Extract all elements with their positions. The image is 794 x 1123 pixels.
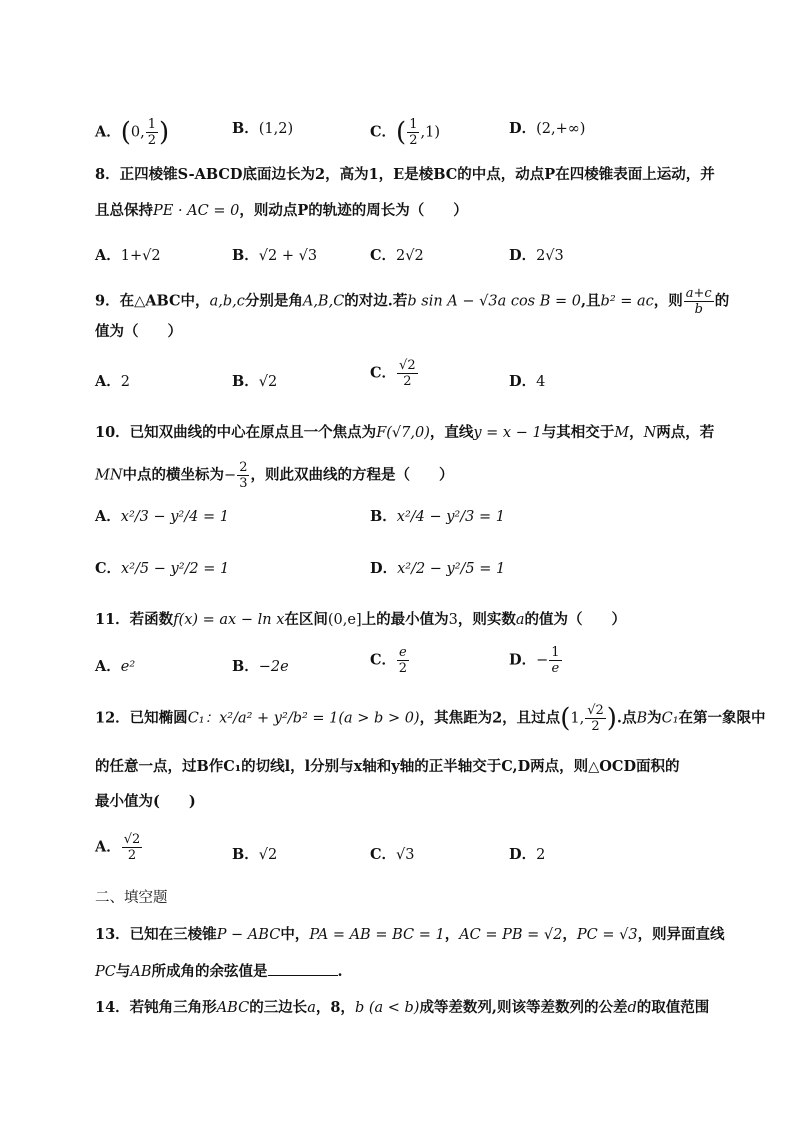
text: 的值为（ ） xyxy=(524,611,626,628)
q10-option-c xyxy=(95,557,229,578)
q13-line1 xyxy=(95,925,725,945)
option-label: C． xyxy=(95,560,122,577)
option-value: 4 xyxy=(536,374,546,390)
numerator: a+c xyxy=(685,286,712,301)
minus-sign: − xyxy=(224,467,237,484)
option-label: A． xyxy=(95,247,121,264)
text: 14．若钝角三角形 xyxy=(95,999,217,1016)
text: . xyxy=(337,963,343,980)
text: 的三边长 xyxy=(249,999,308,1016)
math: f(x) = ax − ln x xyxy=(173,612,285,628)
option-value: x²/3 − y²/4 = 1 xyxy=(120,509,229,525)
option-value: x²/2 − y²/5 = 1 xyxy=(397,561,506,577)
math: a xyxy=(515,612,525,628)
math: AC = PB = √2 xyxy=(459,927,563,943)
math: (0,e] xyxy=(327,612,362,628)
text: ，则 xyxy=(653,292,683,310)
denominator: 2 xyxy=(127,848,137,863)
q9-option-a xyxy=(95,370,130,391)
math: a,b,c xyxy=(209,293,245,310)
option-label: C． xyxy=(370,846,397,863)
option-label: D． xyxy=(370,560,398,577)
q8-option-a xyxy=(95,244,161,265)
q10-line2 xyxy=(95,460,708,491)
math: B xyxy=(636,710,648,727)
option-label: A． xyxy=(95,508,121,525)
q9-option-d xyxy=(509,370,545,391)
option-label: A． xyxy=(95,658,121,675)
option-value: √2 xyxy=(258,847,278,863)
option-label: B． xyxy=(232,846,259,863)
numerator: √2 xyxy=(123,832,141,847)
q7-option-d xyxy=(509,117,585,138)
denominator: e xyxy=(551,661,560,676)
math: b (a < b) xyxy=(354,1000,420,1016)
numerator: √2 xyxy=(399,358,416,373)
option-value: 2√2 xyxy=(396,248,424,264)
q7-a-zero: 0, xyxy=(130,124,145,141)
option-label: D． xyxy=(509,651,537,669)
math: MN xyxy=(95,467,123,484)
text: 的对边.若 xyxy=(344,292,408,310)
fraction xyxy=(397,358,418,389)
text: 10．已知双曲线的中心在原点且一个焦点为 xyxy=(95,424,377,441)
option-value: −2e xyxy=(258,659,289,675)
math: P − ABC xyxy=(216,927,281,943)
fraction xyxy=(397,645,409,676)
text: ，8， xyxy=(315,999,355,1016)
q7-option-b xyxy=(232,117,293,138)
q7-option-a xyxy=(95,117,169,148)
fraction xyxy=(407,117,419,148)
text: ,且 xyxy=(580,292,601,310)
q10-option-d xyxy=(370,557,505,578)
text: 两点，若 xyxy=(656,424,715,441)
q9-option-b xyxy=(232,370,277,391)
q7-option-c xyxy=(370,117,440,148)
math: d xyxy=(627,1000,637,1016)
text: 9．在△ABC中， xyxy=(95,292,210,310)
option-label: A． xyxy=(95,373,121,390)
math: PC = √3 xyxy=(576,927,638,943)
text: ，直线 xyxy=(429,424,474,441)
q11-option-b xyxy=(232,655,289,676)
option-label: C． xyxy=(370,247,397,264)
numerator: e xyxy=(399,645,407,660)
fraction xyxy=(549,645,561,676)
text: 在第一象限中 xyxy=(678,709,766,727)
q11-line1 xyxy=(95,610,708,630)
option-value: 2√3 xyxy=(536,248,564,264)
q12-option-d xyxy=(509,843,545,864)
q12-option-b xyxy=(232,843,277,864)
answer-blank[interactable] xyxy=(268,961,338,976)
option-value: (2,+∞) xyxy=(536,121,586,137)
math: C₁： xyxy=(187,710,220,727)
text: 与其相交于 xyxy=(541,424,615,441)
q12-line1 xyxy=(95,703,766,734)
text: 在区间 xyxy=(284,611,328,628)
option-label: B． xyxy=(370,508,397,525)
option-value: 2 xyxy=(120,374,130,390)
text: 13．已知在三棱锥 xyxy=(95,926,217,943)
q11-option-c xyxy=(370,645,410,676)
text: 成等差数列,则该等差数列的公差 xyxy=(419,999,628,1016)
q10-option-a xyxy=(95,505,229,526)
text: 且总保持 xyxy=(95,202,153,219)
option-label: D． xyxy=(509,247,537,264)
denominator: 2 xyxy=(409,133,418,148)
text: 与 xyxy=(115,963,131,980)
text: 为 xyxy=(647,709,662,727)
option-label: B． xyxy=(232,658,259,675)
math: PA = AB = BC = 1 xyxy=(309,927,445,943)
q14-line1 xyxy=(95,998,708,1018)
option-value: √2 xyxy=(258,374,278,390)
q12-option-c xyxy=(370,843,415,864)
section-title: 二、填空题 xyxy=(95,890,168,906)
option-value: x²/4 − y²/3 = 1 xyxy=(396,509,505,525)
numerator: 1 xyxy=(409,117,418,132)
math: M xyxy=(614,425,630,441)
paren: ) xyxy=(159,117,170,148)
q10-option-b xyxy=(370,505,505,526)
denominator: b xyxy=(694,302,703,317)
q11-option-a xyxy=(95,655,135,676)
vector-dot-product: PE · AC = 0 xyxy=(153,203,240,219)
fraction xyxy=(585,703,606,734)
option-label: B． xyxy=(232,373,259,390)
text: 12．已知椭圆 xyxy=(95,709,188,727)
text: 中点的横坐标为 xyxy=(122,466,225,484)
option-value: 2 xyxy=(536,847,546,863)
option-label: C． xyxy=(370,651,397,669)
option-label: D． xyxy=(509,120,537,137)
text: ， xyxy=(562,926,577,943)
q8-option-d xyxy=(509,244,564,265)
point-x: 1, xyxy=(570,710,585,727)
q8-option-c xyxy=(370,244,424,265)
math: F(√7,0) xyxy=(376,425,430,441)
minus-sign: − xyxy=(536,652,549,669)
paren: ( xyxy=(396,117,407,148)
q8-line1: 8．正四棱锥S-ABCD底面边长为2，高为1，E是棱BC的中点，动点P在四棱锥表面上运动，并 xyxy=(95,166,715,183)
text: 上的最小值为 xyxy=(361,611,449,628)
option-label: D． xyxy=(509,846,537,863)
option-value: e² xyxy=(120,659,136,675)
fraction xyxy=(237,460,249,491)
text: 分别是角 xyxy=(244,292,303,310)
denominator: 2 xyxy=(398,661,408,676)
numerator: 1 xyxy=(147,117,157,132)
option-value: (1,2) xyxy=(258,121,294,137)
math: b sin A − √3a cos B = 0 xyxy=(407,293,581,310)
math: b² = ac xyxy=(600,293,654,310)
denominator: 2 xyxy=(147,133,157,148)
fraction xyxy=(146,117,158,148)
option-value: √2 + √3 xyxy=(258,248,318,264)
option-label: C． xyxy=(370,364,397,382)
option-value: 1+√2 xyxy=(120,248,161,264)
math: ABC xyxy=(216,1000,250,1016)
paren: ( xyxy=(560,703,571,734)
text: ，则动点P的轨迹的周长为（ ） xyxy=(239,202,468,219)
option-label: B． xyxy=(232,120,259,137)
q13-line2 xyxy=(95,961,708,982)
q8-option-b xyxy=(232,244,317,265)
option-label: A． xyxy=(95,838,121,856)
math: x²/a² + y²/b² = 1(a > b > 0) xyxy=(219,710,420,727)
option-label: B． xyxy=(232,247,259,264)
math: AB xyxy=(130,964,152,980)
option-value: √3 xyxy=(396,847,415,863)
text: ，则实数 xyxy=(457,611,516,628)
paren: ) xyxy=(606,703,617,734)
paren: ( xyxy=(120,117,131,148)
math: PC xyxy=(95,964,116,980)
q8-line2 xyxy=(95,201,708,221)
denominator: 2 xyxy=(403,374,412,389)
q12-line3: 最小值为( ) xyxy=(95,793,196,810)
q12-line2: 的任意一点，过B作C₁的切线l，l分别与x轴和y轴的正半轴交于C,D两点，则△OCD面积的 xyxy=(95,758,680,775)
numerator: 2 xyxy=(239,460,248,475)
text: ，其焦距为2，且过点 xyxy=(419,709,561,727)
math: y = x − 1 xyxy=(473,425,542,441)
text: ， xyxy=(444,926,460,943)
option-value: ,1) xyxy=(420,124,440,141)
math: 3 xyxy=(448,612,458,628)
text: 所成角的余弦值是 xyxy=(151,963,268,980)
q11-option-d xyxy=(509,645,563,676)
math: a xyxy=(307,1000,316,1016)
q9-line1 xyxy=(95,286,730,317)
option-label: C． xyxy=(370,123,397,141)
text: ， xyxy=(629,424,644,441)
math: N xyxy=(643,425,657,441)
numerator: √2 xyxy=(587,703,604,718)
text: ，则此双曲线的方程是（ ） xyxy=(250,466,454,484)
text: 的取值范围 xyxy=(636,999,710,1016)
fraction xyxy=(122,832,143,863)
text: 的 xyxy=(714,292,730,310)
math: A,B,C xyxy=(302,293,345,310)
fraction xyxy=(684,286,714,317)
math: C₁ xyxy=(661,710,679,727)
q12-option-a xyxy=(95,832,143,863)
option-label: D． xyxy=(509,373,537,390)
text: 11．若函数 xyxy=(95,611,174,628)
q9-option-c xyxy=(370,358,419,389)
text: 中， xyxy=(280,926,310,943)
q10-line1 xyxy=(95,423,715,443)
denominator: 2 xyxy=(591,719,600,734)
q9-line2: 值为（ ） xyxy=(95,323,182,340)
option-value: x²/5 − y²/2 = 1 xyxy=(121,561,230,577)
denominator: 3 xyxy=(239,476,248,491)
numerator: 1 xyxy=(551,645,560,660)
text: ，则异面直线 xyxy=(637,926,725,943)
text: .点 xyxy=(616,709,637,727)
option-label: A． xyxy=(95,123,121,141)
